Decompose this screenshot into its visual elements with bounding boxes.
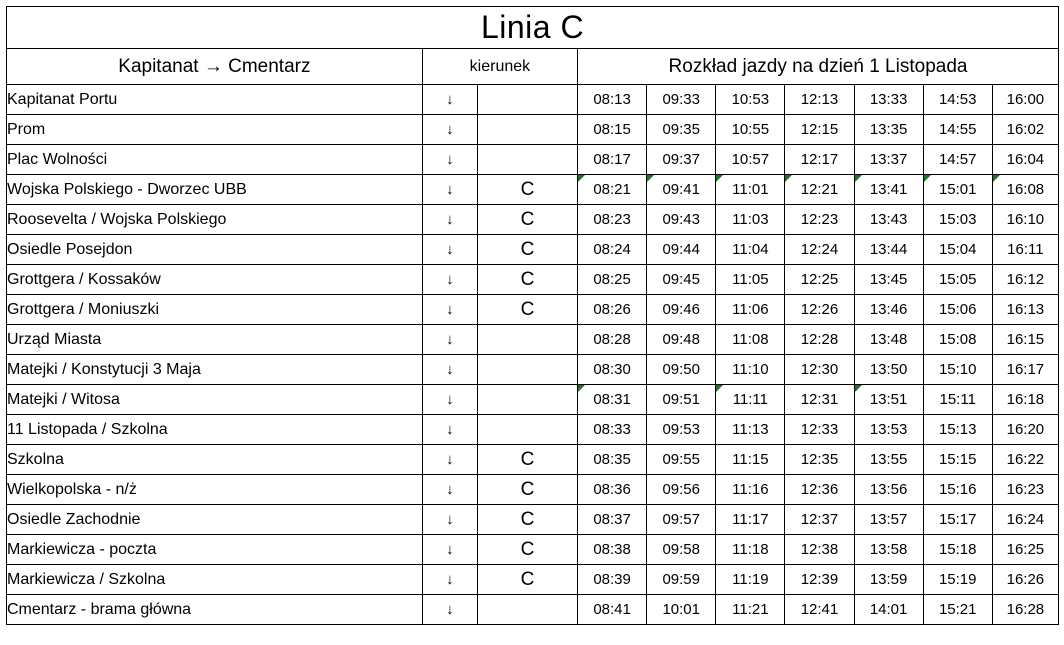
departure-time: 09:44 [647, 235, 716, 265]
stop-name: Markiewicza - poczta [7, 535, 423, 565]
variant-mark: C [477, 475, 577, 505]
table-row [7, 445, 1059, 475]
departure-time: 11:03 [716, 205, 785, 235]
direction-arrow-icon: ↓ [422, 115, 477, 145]
direction-arrow-icon: ↓ [422, 565, 477, 595]
direction-header: kierunek [422, 49, 577, 85]
variant-mark: C [477, 205, 577, 235]
timetable [6, 6, 1059, 625]
variant-mark: C [477, 265, 577, 295]
departure-time: 10:57 [716, 145, 785, 175]
departure-time: 13:58 [854, 535, 923, 565]
table-row [7, 295, 1059, 325]
departure-time: 11:01 [716, 175, 785, 205]
departure-time: 09:37 [647, 145, 716, 175]
departure-time: 08:35 [578, 445, 647, 475]
departure-time: 11:08 [716, 325, 785, 355]
departure-time: 12:38 [785, 535, 854, 565]
departure-time: 13:57 [854, 505, 923, 535]
departure-time: 15:21 [923, 595, 992, 625]
table-row [7, 415, 1059, 445]
departure-time: 11:05 [716, 265, 785, 295]
departure-time: 11:21 [716, 595, 785, 625]
page-title: Linia C [7, 7, 1059, 49]
schedule-header: Rozkład jazdy na dzień 1 Listopada [578, 49, 1059, 85]
departure-time: 11:15 [716, 445, 785, 475]
departure-time: 16:26 [992, 565, 1058, 595]
departure-time: 13:48 [854, 325, 923, 355]
stop-name: Grottgera / Moniuszki [7, 295, 423, 325]
stop-name: Osiedle Posejdon [7, 235, 423, 265]
departure-time: 12:39 [785, 565, 854, 595]
departure-time: 11:18 [716, 535, 785, 565]
departure-time: 13:55 [854, 445, 923, 475]
departure-time: 08:36 [578, 475, 647, 505]
stop-name: Wielkopolska - n/ż [7, 475, 423, 505]
table-row [7, 145, 1059, 175]
departure-time: 14:57 [923, 145, 992, 175]
table-row [7, 115, 1059, 145]
stop-name: Wojska Polskiego - Dworzec UBB [7, 175, 423, 205]
departure-time: 16:15 [992, 325, 1058, 355]
direction-arrow-icon: ↓ [422, 295, 477, 325]
departure-time: 13:45 [854, 265, 923, 295]
departure-time: 13:44 [854, 235, 923, 265]
direction-arrow-icon: ↓ [422, 595, 477, 625]
table-row [7, 475, 1059, 505]
table-row [7, 505, 1059, 535]
variant-mark [477, 115, 577, 145]
departure-time: 11:19 [716, 565, 785, 595]
stop-name: 11 Listopada / Szkolna [7, 415, 423, 445]
departure-time: 12:36 [785, 475, 854, 505]
departure-time: 16:23 [992, 475, 1058, 505]
variant-mark [477, 355, 577, 385]
stop-name: Prom [7, 115, 423, 145]
departure-time: 13:46 [854, 295, 923, 325]
variant-mark: C [477, 175, 577, 205]
departure-time: 11:11 [716, 385, 785, 415]
departure-time: 14:55 [923, 115, 992, 145]
departure-time: 15:15 [923, 445, 992, 475]
table-row [7, 265, 1059, 295]
direction-arrow-icon: ↓ [422, 475, 477, 505]
departure-time: 12:33 [785, 415, 854, 445]
departure-time: 15:06 [923, 295, 992, 325]
stop-name: Plac Wolności [7, 145, 423, 175]
departure-time: 12:21 [785, 175, 854, 205]
departure-time: 15:19 [923, 565, 992, 595]
departure-time: 11:06 [716, 295, 785, 325]
departure-time: 13:35 [854, 115, 923, 145]
direction-arrow-icon: ↓ [422, 355, 477, 385]
departure-time: 11:17 [716, 505, 785, 535]
stop-name: Roosevelta / Wojska Polskiego [7, 205, 423, 235]
departure-time: 13:51 [854, 385, 923, 415]
direction-arrow-icon: ↓ [422, 445, 477, 475]
departure-time: 09:59 [647, 565, 716, 595]
table-row [7, 175, 1059, 205]
departure-time: 15:03 [923, 205, 992, 235]
table-row [7, 85, 1059, 115]
departure-time: 12:13 [785, 85, 854, 115]
departure-time: 12:35 [785, 445, 854, 475]
departure-time: 09:43 [647, 205, 716, 235]
departure-time: 16:28 [992, 595, 1058, 625]
departure-time: 08:39 [578, 565, 647, 595]
departure-time: 08:26 [578, 295, 647, 325]
departure-time: 13:37 [854, 145, 923, 175]
departure-time: 08:15 [578, 115, 647, 145]
departure-time: 10:55 [716, 115, 785, 145]
variant-mark: C [477, 445, 577, 475]
departure-time: 09:50 [647, 355, 716, 385]
departure-time: 15:17 [923, 505, 992, 535]
variant-mark [477, 85, 577, 115]
departure-time: 08:38 [578, 535, 647, 565]
departure-time: 12:41 [785, 595, 854, 625]
departure-time: 13:59 [854, 565, 923, 595]
variant-mark [477, 325, 577, 355]
route-header: Kapitanat → Cmentarz [7, 49, 423, 85]
departure-time: 09:48 [647, 325, 716, 355]
departure-time: 12:25 [785, 265, 854, 295]
header-row [7, 49, 1059, 85]
variant-mark [477, 145, 577, 175]
table-row [7, 235, 1059, 265]
direction-arrow-icon: ↓ [422, 205, 477, 235]
departure-time: 08:30 [578, 355, 647, 385]
stop-name: Cmentarz - brama główna [7, 595, 423, 625]
departure-time: 15:08 [923, 325, 992, 355]
departure-time: 09:56 [647, 475, 716, 505]
departure-time: 13:33 [854, 85, 923, 115]
departure-time: 16:11 [992, 235, 1058, 265]
variant-mark: C [477, 235, 577, 265]
direction-arrow-icon: ↓ [422, 265, 477, 295]
departure-time: 09:45 [647, 265, 716, 295]
departure-time: 09:35 [647, 115, 716, 145]
stop-name: Szkolna [7, 445, 423, 475]
direction-arrow-icon: ↓ [422, 145, 477, 175]
departure-time: 09:33 [647, 85, 716, 115]
departure-time: 14:53 [923, 85, 992, 115]
variant-mark [477, 385, 577, 415]
departure-time: 16:13 [992, 295, 1058, 325]
table-row [7, 325, 1059, 355]
table-row [7, 535, 1059, 565]
stop-name: Kapitanat Portu [7, 85, 423, 115]
departure-time: 15:13 [923, 415, 992, 445]
departure-time: 16:25 [992, 535, 1058, 565]
departure-time: 10:53 [716, 85, 785, 115]
variant-mark: C [477, 295, 577, 325]
table-row [7, 355, 1059, 385]
departure-time: 12:17 [785, 145, 854, 175]
departure-time: 09:41 [647, 175, 716, 205]
departure-time: 15:18 [923, 535, 992, 565]
departure-time: 09:57 [647, 505, 716, 535]
table-row [7, 565, 1059, 595]
variant-mark [477, 595, 577, 625]
variant-mark [477, 415, 577, 445]
departure-time: 12:28 [785, 325, 854, 355]
departure-time: 09:55 [647, 445, 716, 475]
departure-time: 08:31 [578, 385, 647, 415]
departure-time: 08:21 [578, 175, 647, 205]
direction-arrow-icon: ↓ [422, 325, 477, 355]
departure-time: 13:41 [854, 175, 923, 205]
departure-time: 13:56 [854, 475, 923, 505]
departure-time: 16:24 [992, 505, 1058, 535]
departure-time: 15:11 [923, 385, 992, 415]
stop-name: Matejki / Konstytucji 3 Maja [7, 355, 423, 385]
direction-arrow-icon: ↓ [422, 175, 477, 205]
departure-time: 08:17 [578, 145, 647, 175]
direction-arrow-icon: ↓ [422, 505, 477, 535]
departure-time: 12:37 [785, 505, 854, 535]
departure-time: 09:53 [647, 415, 716, 445]
departure-time: 14:01 [854, 595, 923, 625]
departure-time: 16:17 [992, 355, 1058, 385]
departure-time: 12:26 [785, 295, 854, 325]
departure-time: 11:10 [716, 355, 785, 385]
departure-time: 16:22 [992, 445, 1058, 475]
departure-time: 12:23 [785, 205, 854, 235]
departure-time: 15:04 [923, 235, 992, 265]
departure-time: 11:13 [716, 415, 785, 445]
timetable-body [7, 85, 1059, 625]
departure-time: 12:24 [785, 235, 854, 265]
table-row [7, 385, 1059, 415]
direction-arrow-icon: ↓ [422, 535, 477, 565]
title-row [7, 7, 1059, 49]
stop-name: Matejki / Witosa [7, 385, 423, 415]
departure-time: 16:20 [992, 415, 1058, 445]
variant-mark: C [477, 505, 577, 535]
direction-arrow-icon: ↓ [422, 235, 477, 265]
departure-time: 09:46 [647, 295, 716, 325]
variant-mark: C [477, 535, 577, 565]
departure-time: 16:02 [992, 115, 1058, 145]
departure-time: 12:15 [785, 115, 854, 145]
departure-time: 16:12 [992, 265, 1058, 295]
departure-time: 13:43 [854, 205, 923, 235]
departure-time: 09:51 [647, 385, 716, 415]
table-row [7, 205, 1059, 235]
departure-time: 15:10 [923, 355, 992, 385]
departure-time: 08:13 [578, 85, 647, 115]
table-row [7, 595, 1059, 625]
departure-time: 08:24 [578, 235, 647, 265]
stop-name: Osiedle Zachodnie [7, 505, 423, 535]
departure-time: 11:04 [716, 235, 785, 265]
timetable-head [7, 7, 1059, 85]
direction-arrow-icon: ↓ [422, 415, 477, 445]
departure-time: 08:33 [578, 415, 647, 445]
departure-time: 16:00 [992, 85, 1058, 115]
departure-time: 15:16 [923, 475, 992, 505]
variant-mark: C [477, 565, 577, 595]
departure-time: 13:50 [854, 355, 923, 385]
departure-time: 13:53 [854, 415, 923, 445]
departure-time: 09:58 [647, 535, 716, 565]
stop-name: Markiewicza / Szkolna [7, 565, 423, 595]
departure-time: 08:23 [578, 205, 647, 235]
stop-name: Urząd Miasta [7, 325, 423, 355]
departure-time: 10:01 [647, 595, 716, 625]
direction-arrow-icon: ↓ [422, 385, 477, 415]
departure-time: 15:05 [923, 265, 992, 295]
departure-time: 08:37 [578, 505, 647, 535]
direction-arrow-icon: ↓ [422, 85, 477, 115]
departure-time: 16:18 [992, 385, 1058, 415]
departure-time: 16:04 [992, 145, 1058, 175]
stop-name: Grottgera / Kossaków [7, 265, 423, 295]
departure-time: 15:01 [923, 175, 992, 205]
departure-time: 12:31 [785, 385, 854, 415]
departure-time: 12:30 [785, 355, 854, 385]
departure-time: 08:41 [578, 595, 647, 625]
departure-time: 16:08 [992, 175, 1058, 205]
departure-time: 16:10 [992, 205, 1058, 235]
departure-time: 08:28 [578, 325, 647, 355]
departure-time: 08:25 [578, 265, 647, 295]
departure-time: 11:16 [716, 475, 785, 505]
